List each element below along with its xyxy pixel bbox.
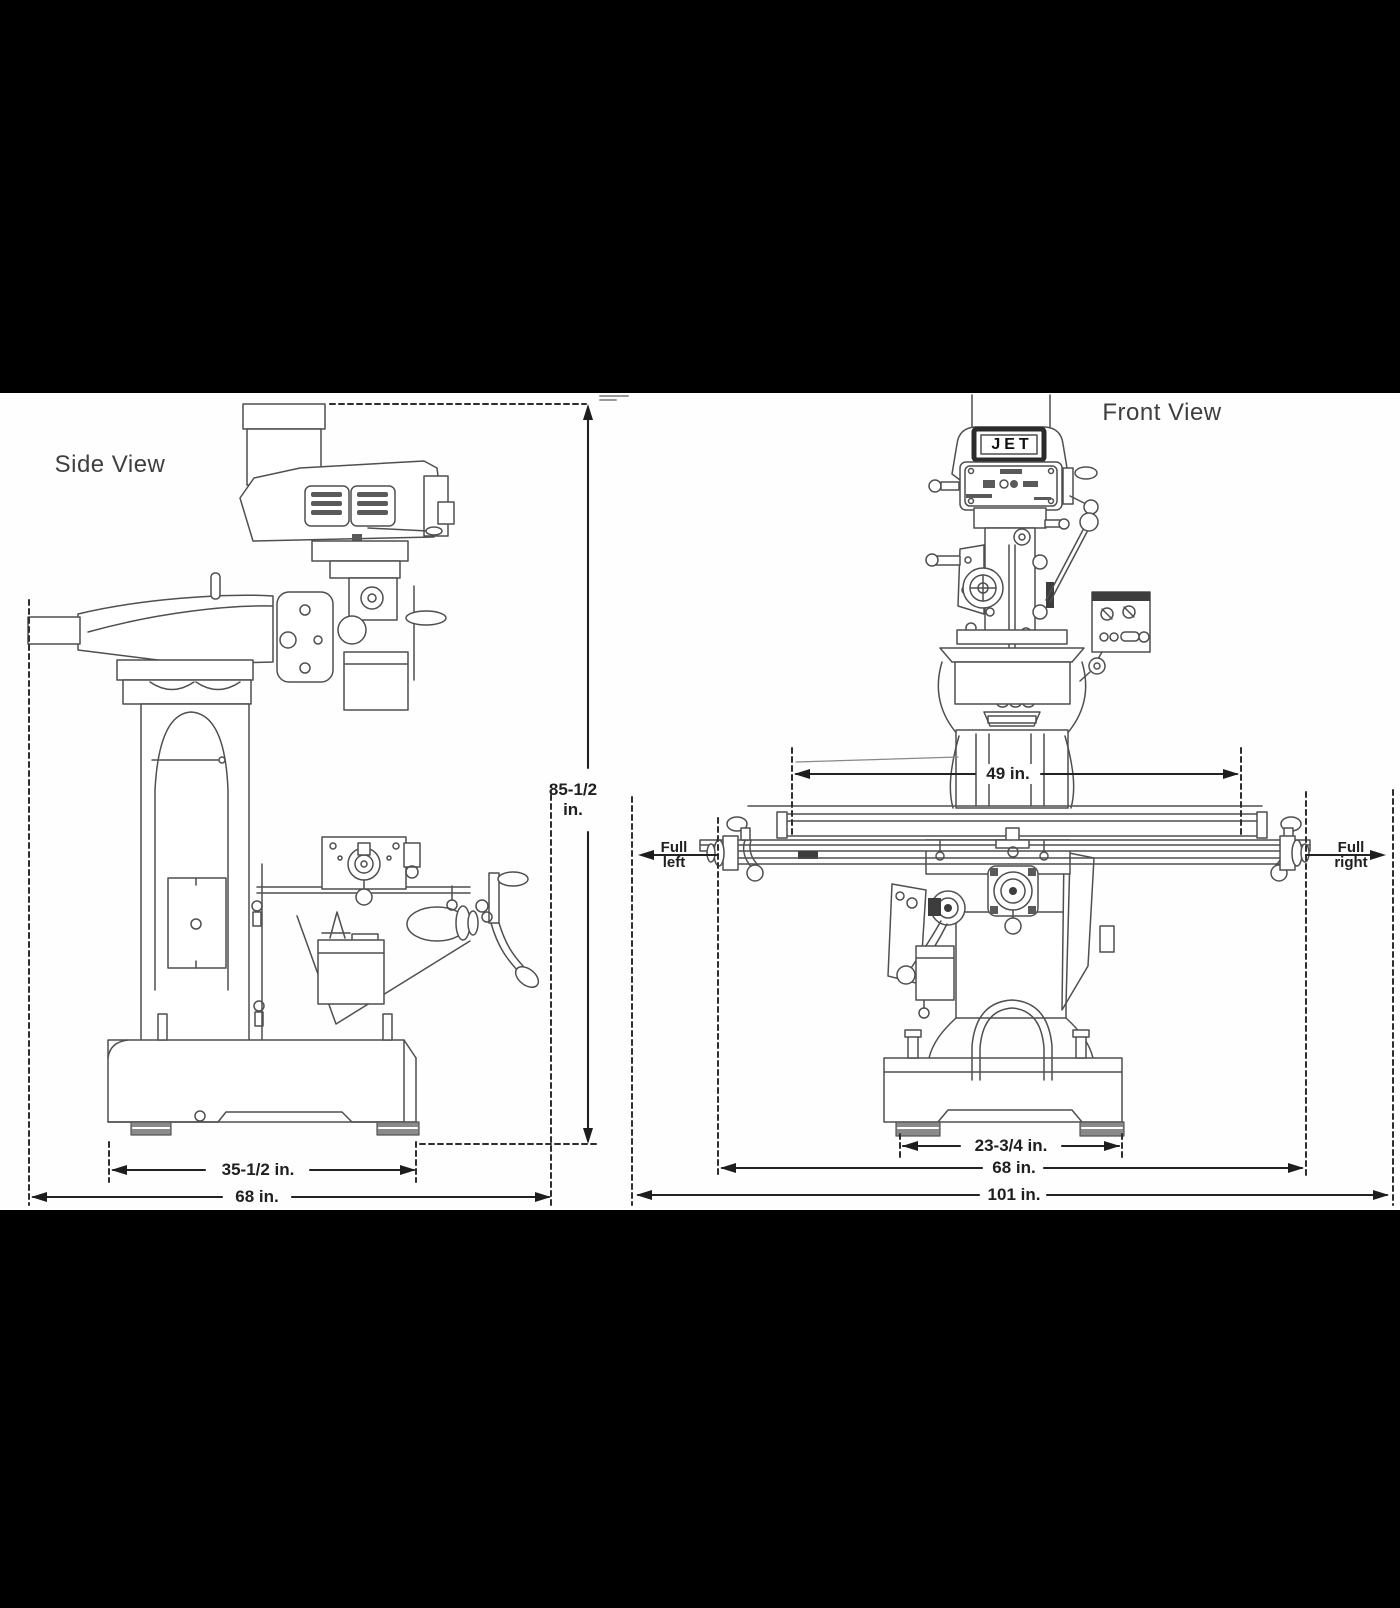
dim-height-value: 85-1/2 — [548, 780, 598, 799]
side-view-drawing — [28, 404, 542, 1135]
dim-label-base-35-1-2: 35-1/2 in. — [221, 1160, 295, 1179]
full-left-label — [661, 840, 688, 870]
dim-height-unit: in. — [563, 800, 583, 819]
dim-label-table-travel-49: 49 in. — [983, 764, 1032, 784]
full-left-line1: Full — [660, 839, 688, 856]
dim-label-side-overall-68: 68 in. — [235, 1187, 279, 1206]
dim-label-front-overall-101: 101 in. — [987, 1185, 1041, 1204]
full-left-line2: left — [662, 854, 686, 871]
full-right-line2: right — [1334, 854, 1368, 871]
front-view-title: Front View — [1102, 399, 1222, 426]
jet-logo: JET — [991, 436, 1033, 453]
full-right-label — [1334, 840, 1367, 870]
side-view-title: Side View — [54, 451, 166, 478]
full-right-line1: Full — [1337, 839, 1365, 856]
dim-label-front-base-23-3-4: 23-3/4 in. — [974, 1136, 1048, 1155]
dim-label-height-85-1-2 — [549, 780, 597, 820]
dim-label-front-mid-68: 68 in. — [992, 1158, 1036, 1177]
scan-artifact — [600, 396, 628, 400]
